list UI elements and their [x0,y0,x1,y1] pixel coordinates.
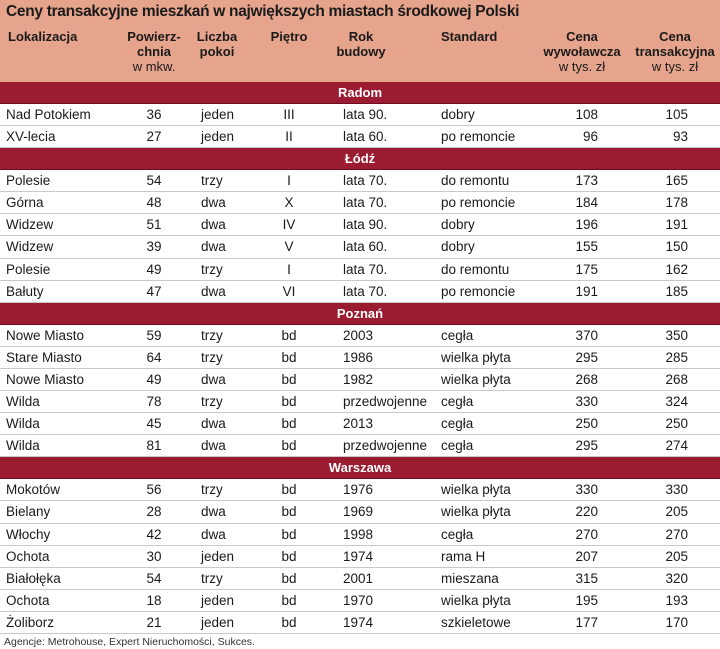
table-row [0,435,720,457]
cell-powierzchnia: 30 [146,548,162,564]
cell-lokalizacja: Widzew [6,217,54,233]
col-header-pietro [264,29,314,44]
cell-standard: rama H [441,548,486,564]
cell-rok-budowy: lata 70. [343,261,388,277]
cell-cena-transakcyjna: 185 [665,283,688,299]
cell-pietro: III [283,107,295,122]
cell-pietro: bd [281,371,297,387]
cell-lokalizacja: Wilda [6,438,40,454]
cell-rok-budowy: 1998 [343,526,374,542]
col-header-lokalizacja [8,29,77,44]
cell-powierzchnia: 47 [146,283,162,299]
cell-liczba-pokoi: dwa [201,217,226,233]
cell-pietro: bd [281,614,297,630]
cell-cena-transakcyjna: 285 [665,349,688,365]
cell-liczba-pokoi: jeden [201,548,235,564]
cell-powierzchnia: 27 [146,129,162,145]
cell-cena-wywolawcza: 155 [575,239,598,255]
cell-rok-budowy: 1986 [343,349,374,365]
cell-pietro: bd [281,438,297,454]
col-header-powierzchnia-line2: chnia [137,44,171,59]
cell-pietro: bd [281,570,297,586]
section-header: Łódź [0,148,720,170]
cell-liczba-pokoi: trzy [201,327,223,343]
cell-liczba-pokoi: trzy [201,349,223,365]
cell-rok-budowy: lata 70. [343,195,388,211]
col-header-rok-budowy-line1: Rok [348,29,374,44]
cell-standard: mieszana [441,570,499,586]
cell-cena-transakcyjna: 170 [665,614,688,630]
cell-rok-budowy: 1974 [343,548,374,564]
cell-lokalizacja: Nowe Miasto [6,371,85,387]
table-row [0,391,720,413]
cell-cena-wywolawcza: 295 [575,438,598,454]
cell-pietro: bd [281,548,297,564]
cell-liczba-pokoi: jeden [201,614,235,630]
cell-rok-budowy: lata 60. [343,239,388,255]
cell-pietro: bd [281,526,297,542]
table-row [0,501,720,523]
cell-cena-transakcyjna: 150 [665,239,688,255]
cell-cena-wywolawcza: 220 [575,504,598,520]
cell-liczba-pokoi: dwa [201,239,226,255]
cell-cena-wywolawcza: 177 [575,614,598,630]
table-row [0,259,720,281]
table-row [0,568,720,590]
cell-rok-budowy: 1974 [343,614,374,630]
cell-cena-transakcyjna: 191 [665,217,688,233]
cell-lokalizacja: Polesie [6,173,51,189]
cell-standard: cegła [441,438,474,454]
col-header-liczba-pokoi [189,29,245,59]
table-row [0,170,720,192]
cell-lokalizacja: Białołęka [6,570,61,586]
cell-lokalizacja: Żoliborz [6,614,55,630]
cell-powierzchnia: 28 [146,504,162,520]
cell-cena-transakcyjna: 165 [665,173,688,189]
col-header-cena-wywolawcza [534,29,630,74]
cell-standard: cegła [441,327,474,343]
cell-cena-wywolawcza: 191 [575,283,598,299]
table-row [0,325,720,347]
col-header-cena-wywolawcza-unit: w tys. zł [558,59,606,74]
cell-rok-budowy: lata 90. [343,217,388,233]
table-row [0,347,720,369]
cell-liczba-pokoi: trzy [201,482,223,498]
cell-cena-wywolawcza: 175 [575,261,598,277]
cell-pietro: I [287,173,291,189]
col-header-powierzchnia-unit: w mkw. [132,59,176,74]
cell-powierzchnia: 49 [146,261,162,277]
section-header: Poznań [0,303,720,325]
table-row [0,104,720,126]
cell-cena-wywolawcza: 295 [575,349,598,365]
cell-pietro: I [287,261,291,277]
cell-standard: wielka płyta [441,592,511,608]
cell-rok-budowy: 1969 [343,504,374,520]
cell-rok-budowy: lata 70. [343,173,388,189]
cell-standard: wielka płyta [441,482,511,498]
cell-cena-wywolawcza: 184 [575,195,598,211]
cell-liczba-pokoi: dwa [201,416,226,432]
table-row [0,546,720,568]
cell-rok-budowy: 2003 [343,327,374,343]
source-note: Agencje: Metrohouse, Expert Nieruchomości, Sukces. [4,635,255,648]
cell-lokalizacja: Bałuty [6,283,44,299]
cell-cena-wywolawcza: 268 [575,371,598,387]
cell-pietro: bd [281,394,297,410]
cell-liczba-pokoi: jeden [201,107,235,122]
cell-powierzchnia: 21 [146,614,162,630]
table-header [0,0,720,82]
cell-standard: dobry [441,239,475,255]
cell-liczba-pokoi: dwa [201,504,226,520]
cell-pietro: IV [282,217,296,233]
col-header-liczba-pokoi-line2: pokoi [199,44,235,59]
col-header-cena-transakcyjna-line2: transakcyjna [635,44,715,59]
cell-cena-wywolawcza: 173 [575,173,598,189]
cell-powierzchnia: 36 [146,107,162,122]
cell-lokalizacja: Bielany [6,504,51,520]
cell-liczba-pokoi: dwa [201,283,226,299]
cell-standard: wielka płyta [441,371,511,387]
table-row [0,590,720,612]
table-row [0,524,720,546]
col-header-pietro-label: Piętro [270,29,308,44]
cell-rok-budowy: lata 90. [343,107,388,122]
cell-liczba-pokoi: trzy [201,173,223,189]
cell-cena-transakcyjna: 178 [665,195,688,211]
table-row [0,236,720,258]
cell-cena-transakcyjna: 268 [665,371,688,387]
col-header-powierzchnia-line1: Powierz- [127,29,181,44]
cell-cena-wywolawcza: 370 [575,327,598,343]
cell-powierzchnia: 49 [146,371,162,387]
col-header-liczba-pokoi-line1: Liczba [196,29,238,44]
col-header-cena-transakcyjna-unit: w tys. zł [651,59,699,74]
cell-lokalizacja: Polesie [6,261,51,277]
cell-powierzchnia: 56 [146,482,162,498]
cell-lokalizacja: Widzew [6,239,54,255]
cell-pietro: bd [281,327,297,343]
cell-cena-transakcyjna: 330 [665,482,688,498]
cell-liczba-pokoi: dwa [201,195,226,211]
cell-rok-budowy: lata 70. [343,283,388,299]
section-header: Radom [0,82,720,104]
col-header-cena-transakcyjna [632,29,718,74]
col-header-standard-label: Standard [441,29,498,44]
cell-cena-transakcyjna: 205 [665,504,688,520]
cell-standard: do remontu [441,261,510,277]
cell-cena-transakcyjna: 274 [665,438,688,454]
cell-powierzchnia: 64 [146,349,162,365]
table-row [0,413,720,435]
cell-rok-budowy: 1982 [343,371,374,387]
cell-cena-wywolawcza: 108 [575,107,598,122]
cell-liczba-pokoi: jeden [201,592,235,608]
cell-cena-wywolawcza: 195 [575,592,598,608]
cell-powierzchnia: 78 [146,394,162,410]
cell-cena-transakcyjna: 105 [665,107,688,122]
col-header-powierzchnia [122,29,186,74]
cell-rok-budowy: lata 60. [343,129,388,145]
cell-lokalizacja: Wilda [6,416,40,432]
cell-liczba-pokoi: trzy [201,570,223,586]
cell-standard: po remoncie [441,283,516,299]
cell-lokalizacja: Stare Miasto [6,349,82,365]
cell-pietro: bd [281,592,297,608]
cell-rok-budowy: 1976 [343,482,374,498]
cell-pietro: VI [282,283,296,299]
cell-liczba-pokoi: jeden [201,129,235,145]
cell-cena-wywolawcza: 96 [582,129,598,145]
cell-liczba-pokoi: trzy [201,261,223,277]
cell-lokalizacja: Nowe Miasto [6,327,85,343]
cell-lokalizacja: Wilda [6,394,40,410]
page-title: Ceny transakcyjne mieszkań w największych miastach środkowej Polski [6,3,520,20]
cell-standard: cegła [441,526,474,542]
section-header: Warszawa [0,457,720,479]
cell-powierzchnia: 59 [146,327,162,343]
cell-rok-budowy: przedwojenne [343,394,428,410]
cell-powierzchnia: 42 [146,526,162,542]
cell-pietro: X [284,195,294,211]
cell-powierzchnia: 54 [146,173,162,189]
col-header-cena-transakcyjna-line1: Cena [659,29,691,44]
col-header-cena-wywolawcza-line1: Cena [566,29,598,44]
cell-standard: po remoncie [441,129,516,145]
cell-lokalizacja: Nad Potokiem [6,107,91,122]
cell-standard: po remoncie [441,195,516,211]
cell-cena-wywolawcza: 250 [575,416,598,432]
cell-standard: cegła [441,394,474,410]
col-header-cena-wywolawcza-line2: wywoławcza [543,44,621,59]
col-header-lokalizacja-label: Lokalizacja [8,29,78,44]
cell-lokalizacja: XV-lecia [6,129,56,145]
cell-cena-transakcyjna: 205 [665,548,688,564]
cell-powierzchnia: 51 [146,217,162,233]
table-row [0,369,720,391]
cell-cena-transakcyjna: 320 [665,570,688,586]
cell-cena-transakcyjna: 162 [665,261,688,277]
col-header-rok-budowy [336,29,386,59]
cell-powierzchnia: 45 [146,416,162,432]
cell-powierzchnia: 54 [146,570,162,586]
cell-powierzchnia: 18 [146,592,162,608]
cell-liczba-pokoi: dwa [201,526,226,542]
table-row [0,479,720,501]
cell-cena-wywolawcza: 196 [575,217,598,233]
cell-lokalizacja: Ochota [6,592,50,608]
cell-standard: szkieletowe [441,614,511,630]
cell-rok-budowy: 2013 [343,416,374,432]
cell-powierzchnia: 48 [146,195,162,211]
cell-standard: do remontu [441,173,510,189]
col-header-standard [441,29,497,44]
table-row [0,214,720,236]
cell-powierzchnia: 81 [146,438,162,454]
cell-powierzchnia: 39 [146,239,162,255]
cell-standard: cegła [441,416,474,432]
cell-pietro: bd [281,349,297,365]
cell-cena-wywolawcza: 315 [575,570,598,586]
cell-cena-transakcyjna: 193 [665,592,688,608]
cell-cena-wywolawcza: 330 [575,394,598,410]
cell-cena-wywolawcza: 207 [575,548,598,564]
table-row [0,612,720,634]
cell-pietro: II [285,129,293,145]
cell-liczba-pokoi: dwa [201,371,226,387]
cell-cena-transakcyjna: 270 [665,526,688,542]
cell-liczba-pokoi: trzy [201,394,223,410]
cell-pietro: bd [281,482,297,498]
cell-standard: wielka płyta [441,504,511,520]
cell-pietro: bd [281,416,297,432]
cell-cena-transakcyjna: 250 [665,416,688,432]
cell-cena-wywolawcza: 270 [575,526,598,542]
cell-cena-transakcyjna: 350 [665,327,688,343]
cell-rok-budowy: 1970 [343,592,374,608]
cell-lokalizacja: Ochota [6,548,50,564]
cell-standard: wielka płyta [441,349,511,365]
cell-lokalizacja: Górna [6,195,44,211]
table-body [0,82,720,634]
cell-cena-wywolawcza: 330 [575,482,598,498]
cell-lokalizacja: Włochy [6,526,51,542]
cell-cena-transakcyjna: 93 [672,129,688,145]
cell-cena-transakcyjna: 324 [665,394,688,410]
cell-lokalizacja: Mokotów [6,482,61,498]
table-row [0,126,720,148]
cell-standard: dobry [441,217,475,233]
cell-pietro: V [284,239,294,255]
col-header-rok-budowy-line2: budowy [336,44,386,59]
table-row [0,281,720,303]
table-row [0,192,720,214]
cell-standard: dobry [441,107,475,122]
cell-rok-budowy: 2001 [343,570,374,586]
cell-pietro: bd [281,504,297,520]
cell-rok-budowy: przedwojenne [343,438,428,454]
cell-liczba-pokoi: dwa [201,438,226,454]
